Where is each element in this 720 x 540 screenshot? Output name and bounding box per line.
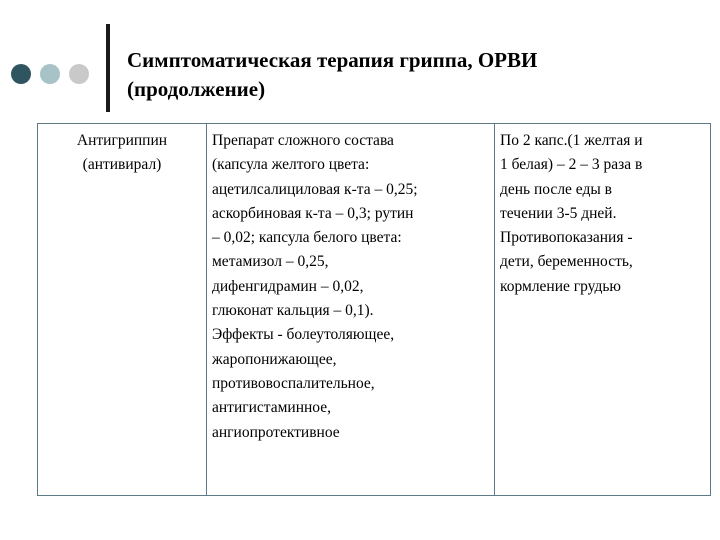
dosage-line: Противопоказания - <box>500 229 633 247</box>
drug-name-line: Антигриппин <box>76 132 168 149</box>
composition-line: антигистаминное, <box>212 399 332 417</box>
composition-cell <box>207 124 495 496</box>
composition-line: жаропонижающее, <box>212 350 337 368</box>
composition-line: метамизол – 0,25, <box>212 253 329 271</box>
composition-line: противовоспалительное, <box>212 374 375 392</box>
composition-line: (капсула желтого цвета: <box>212 156 370 174</box>
dosage-line: день после еды в <box>500 180 612 198</box>
title-divider <box>106 24 110 112</box>
dosage-line: По 2 капс.(1 желтая и <box>500 132 643 149</box>
title-line-2: (продолжение) <box>127 77 266 101</box>
dark-dot-icon <box>11 64 31 84</box>
composition-line: Препарат сложного состава <box>212 132 394 149</box>
dosage-line: 1 белая) – 2 – 3 раза в <box>500 156 643 174</box>
table-row <box>38 124 711 496</box>
dosage-line: кормление грудью <box>500 277 621 295</box>
composition-line: Эффекты - болеутоляющее, <box>212 326 395 344</box>
dosage-line: дети, беременность, <box>500 253 633 271</box>
composition-line: ангиопротективное <box>212 423 340 441</box>
gray-dot-icon <box>69 64 89 84</box>
composition-line: глюконат кальция – 0,1). <box>212 302 374 320</box>
light-blue-dot-icon <box>40 64 60 84</box>
composition-line: дифенгидрамин – 0,02, <box>212 277 364 295</box>
drug-table <box>37 123 711 496</box>
composition-line: ацетилсалициловая к-та – 0,25; <box>212 180 418 198</box>
dosage-cell <box>495 124 711 496</box>
decorative-dots <box>11 64 91 86</box>
dosage-line: течении 3-5 дней. <box>500 204 617 222</box>
drug-name-line: (антивирал) <box>82 156 162 174</box>
title-line-1: Симптоматическая терапия гриппа, ОРВИ <box>127 48 538 72</box>
composition-line: – 0,02; капсула белого цвета: <box>212 229 402 247</box>
slide-title <box>127 46 687 104</box>
drug-name-cell <box>38 124 207 496</box>
composition-line: аскорбиновая к-та – 0,3; рутин <box>212 204 414 222</box>
